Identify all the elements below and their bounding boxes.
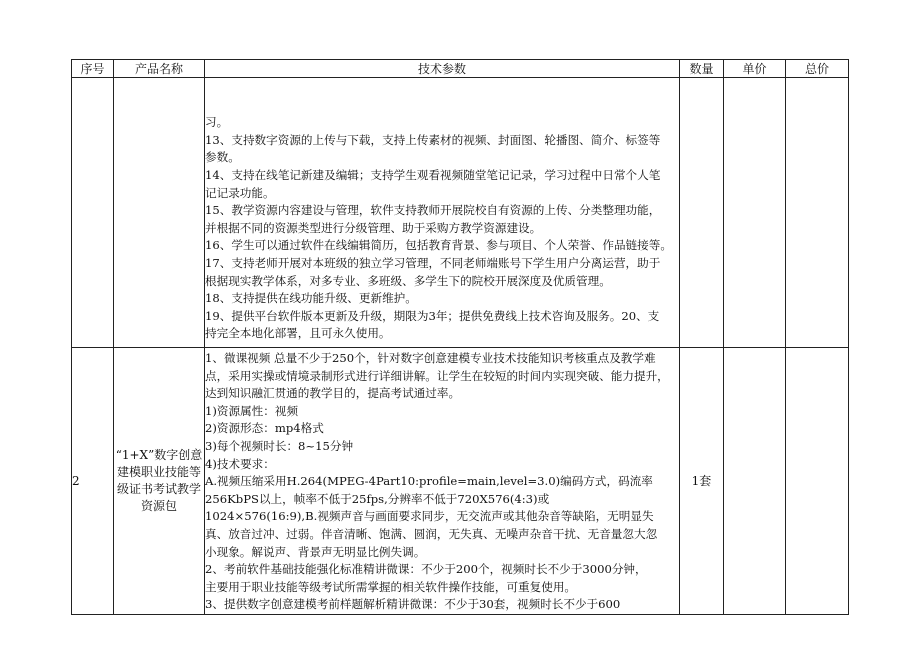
header-unit-price: 单价	[724, 60, 786, 78]
header-seq: 序号	[72, 60, 114, 78]
header-quantity: 数量	[680, 60, 724, 78]
table-header-row	[72, 60, 849, 78]
header-total-price: 总价	[786, 60, 849, 78]
param-line: 真、放音过冲、过弱。伴音清晰、饱满、圆润，无失真、无噪声杂音干扰、无音量忽大忽	[205, 526, 658, 541]
cell-quantity	[680, 78, 724, 348]
param-line: 1、微课视频 总量不少于250个，针对数字创意建模专业技术技能知识考核重点及教学难	[205, 351, 656, 365]
param-line: 小现象。解说声、背景声无明显比例失调。	[205, 544, 426, 559]
param-line: 18、支持提供在线功能升级、更新维护。	[205, 291, 417, 306]
param-line: 1)资源属性：视频	[205, 403, 299, 418]
param-line: 参数。	[205, 150, 240, 165]
specification-table	[71, 59, 849, 615]
param-line: A.视频压缩采用H.264(MPEG-4Part10:profile=main,level=3.0)编码方式，码流率	[205, 474, 653, 489]
param-line: 持完全本地化部署，且可永久使用。	[205, 326, 391, 341]
cell-product-name: “1+X”数字创意建模职业技能等级证书考试教学资源包	[114, 348, 205, 615]
cell-technical-params	[205, 78, 680, 348]
param-line: 根据现实教学体系，对多专业、多班级、多学生下的院校开展深度及优质管理。	[205, 273, 611, 288]
param-line: 3、提供数字创意建模考前样题解析精讲微课：不少于30套，视频时长不少于600	[205, 597, 621, 612]
header-technical-params: 技术参数	[205, 60, 680, 78]
param-line: 15、教学资源内容建设与管理，软件支持教师开展院校自有资源的上传、分类整理功能，	[205, 203, 661, 218]
param-line: 13、支持数字资源的上传与下载，支持上传素材的视频、封面图、轮播图、简介、标签等	[205, 132, 661, 147]
param-line: 习。	[205, 115, 229, 130]
param-line: 点，采用实操或情境录制形式进行详细讲解。让学生在较短的时间内实现突破、能力提升，	[205, 368, 669, 383]
param-line: 14、支持在线笔记新建及编辑；支持学生观看视频随堂笔记记录，学习过程中日常个人笔	[205, 168, 661, 183]
param-line: 17、支持老师开展对本班级的独立学习管理，不同老师端账号下学生用户分离运营，助于	[205, 256, 661, 271]
cell-quantity: 1套	[680, 348, 724, 615]
table-row	[72, 348, 849, 615]
param-line: 2)资源形态：mp4格式	[205, 421, 324, 436]
param-line: 主要用于职业技能等级考试所需掌握的相关软件操作技能，可重复使用。	[205, 579, 577, 594]
cell-total-price	[786, 78, 849, 348]
cell-technical-params	[205, 348, 680, 615]
param-line: 2、考前软件基础技能强化标准精讲微课：不少于200个，视频时长不少于3000分钟，	[205, 562, 647, 577]
cell-product-name	[114, 78, 205, 348]
param-line: 19、提供平台软件版本更新及升级，期限为3年；提供免费线上技术咨询及服务。20、支	[205, 308, 660, 323]
param-line: 4)技术要求：	[205, 456, 275, 471]
param-line: 3)每个视频时长：8~15分钟	[205, 438, 354, 453]
cell-seq	[72, 78, 114, 348]
param-line: 256KbPS以上，帧率不低于25fps,分辨率不低于720X576(4:3)或	[205, 491, 550, 506]
param-line: 并根据不同的资源类型进行分级管理、助于采购方教学资源建设。	[205, 220, 542, 235]
param-line: 16、学生可以通过软件在线编辑简历，包括教育背景、参与项目、个人荣誉、作品链接等。	[205, 238, 672, 253]
cell-unit-price	[724, 78, 786, 348]
param-line: 1024×576(16:9),B.视频声音与画面要求同步，无交流声或其他杂音等缺陷，无明显失	[205, 509, 654, 524]
cell-seq: 2	[72, 348, 114, 615]
table-row	[72, 78, 849, 348]
cell-total-price	[786, 348, 849, 615]
header-product-name: 产品名称	[114, 60, 205, 78]
param-line: 达到知识融汇贯通的教学目的，提高考试通过率。	[205, 386, 461, 401]
param-line: 记记录功能。	[205, 185, 275, 200]
cell-unit-price	[724, 348, 786, 615]
